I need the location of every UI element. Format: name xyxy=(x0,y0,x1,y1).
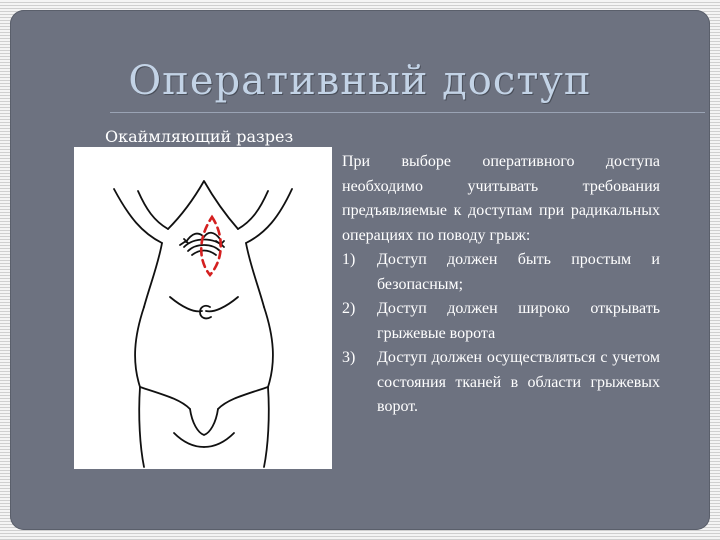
list-item-number: 3) xyxy=(342,349,356,366)
list-item-text: Доступ должен быть простым и безопасным; xyxy=(377,251,660,293)
slide-title: Оперативный доступ xyxy=(128,58,592,104)
list-item-text: Доступ должен широко открывать грыжевые ворота xyxy=(377,300,660,342)
slide xyxy=(10,10,710,530)
abdomen-illustration xyxy=(74,147,332,469)
list-item xyxy=(342,297,660,346)
list-item-number: 1) xyxy=(342,251,356,268)
title-divider xyxy=(110,112,705,113)
list-item xyxy=(342,248,660,297)
slide-subtitle: Окаймляющий разрез xyxy=(105,127,294,146)
intro-paragraph: При выборе оперативного доступа необходимо учитывать требования предъявляемые к доступам при радикальных операциях по поводу грыж: xyxy=(342,153,660,244)
requirements-text xyxy=(342,150,660,420)
abdomen-incision-illustration-icon xyxy=(74,147,332,469)
list-item xyxy=(342,346,660,420)
list-item-number: 2) xyxy=(342,300,356,317)
list-item-text: Доступ должен осуществляться с учетом состояния тканей в области грыжевых ворот. xyxy=(377,349,660,415)
requirements-list xyxy=(342,248,660,420)
